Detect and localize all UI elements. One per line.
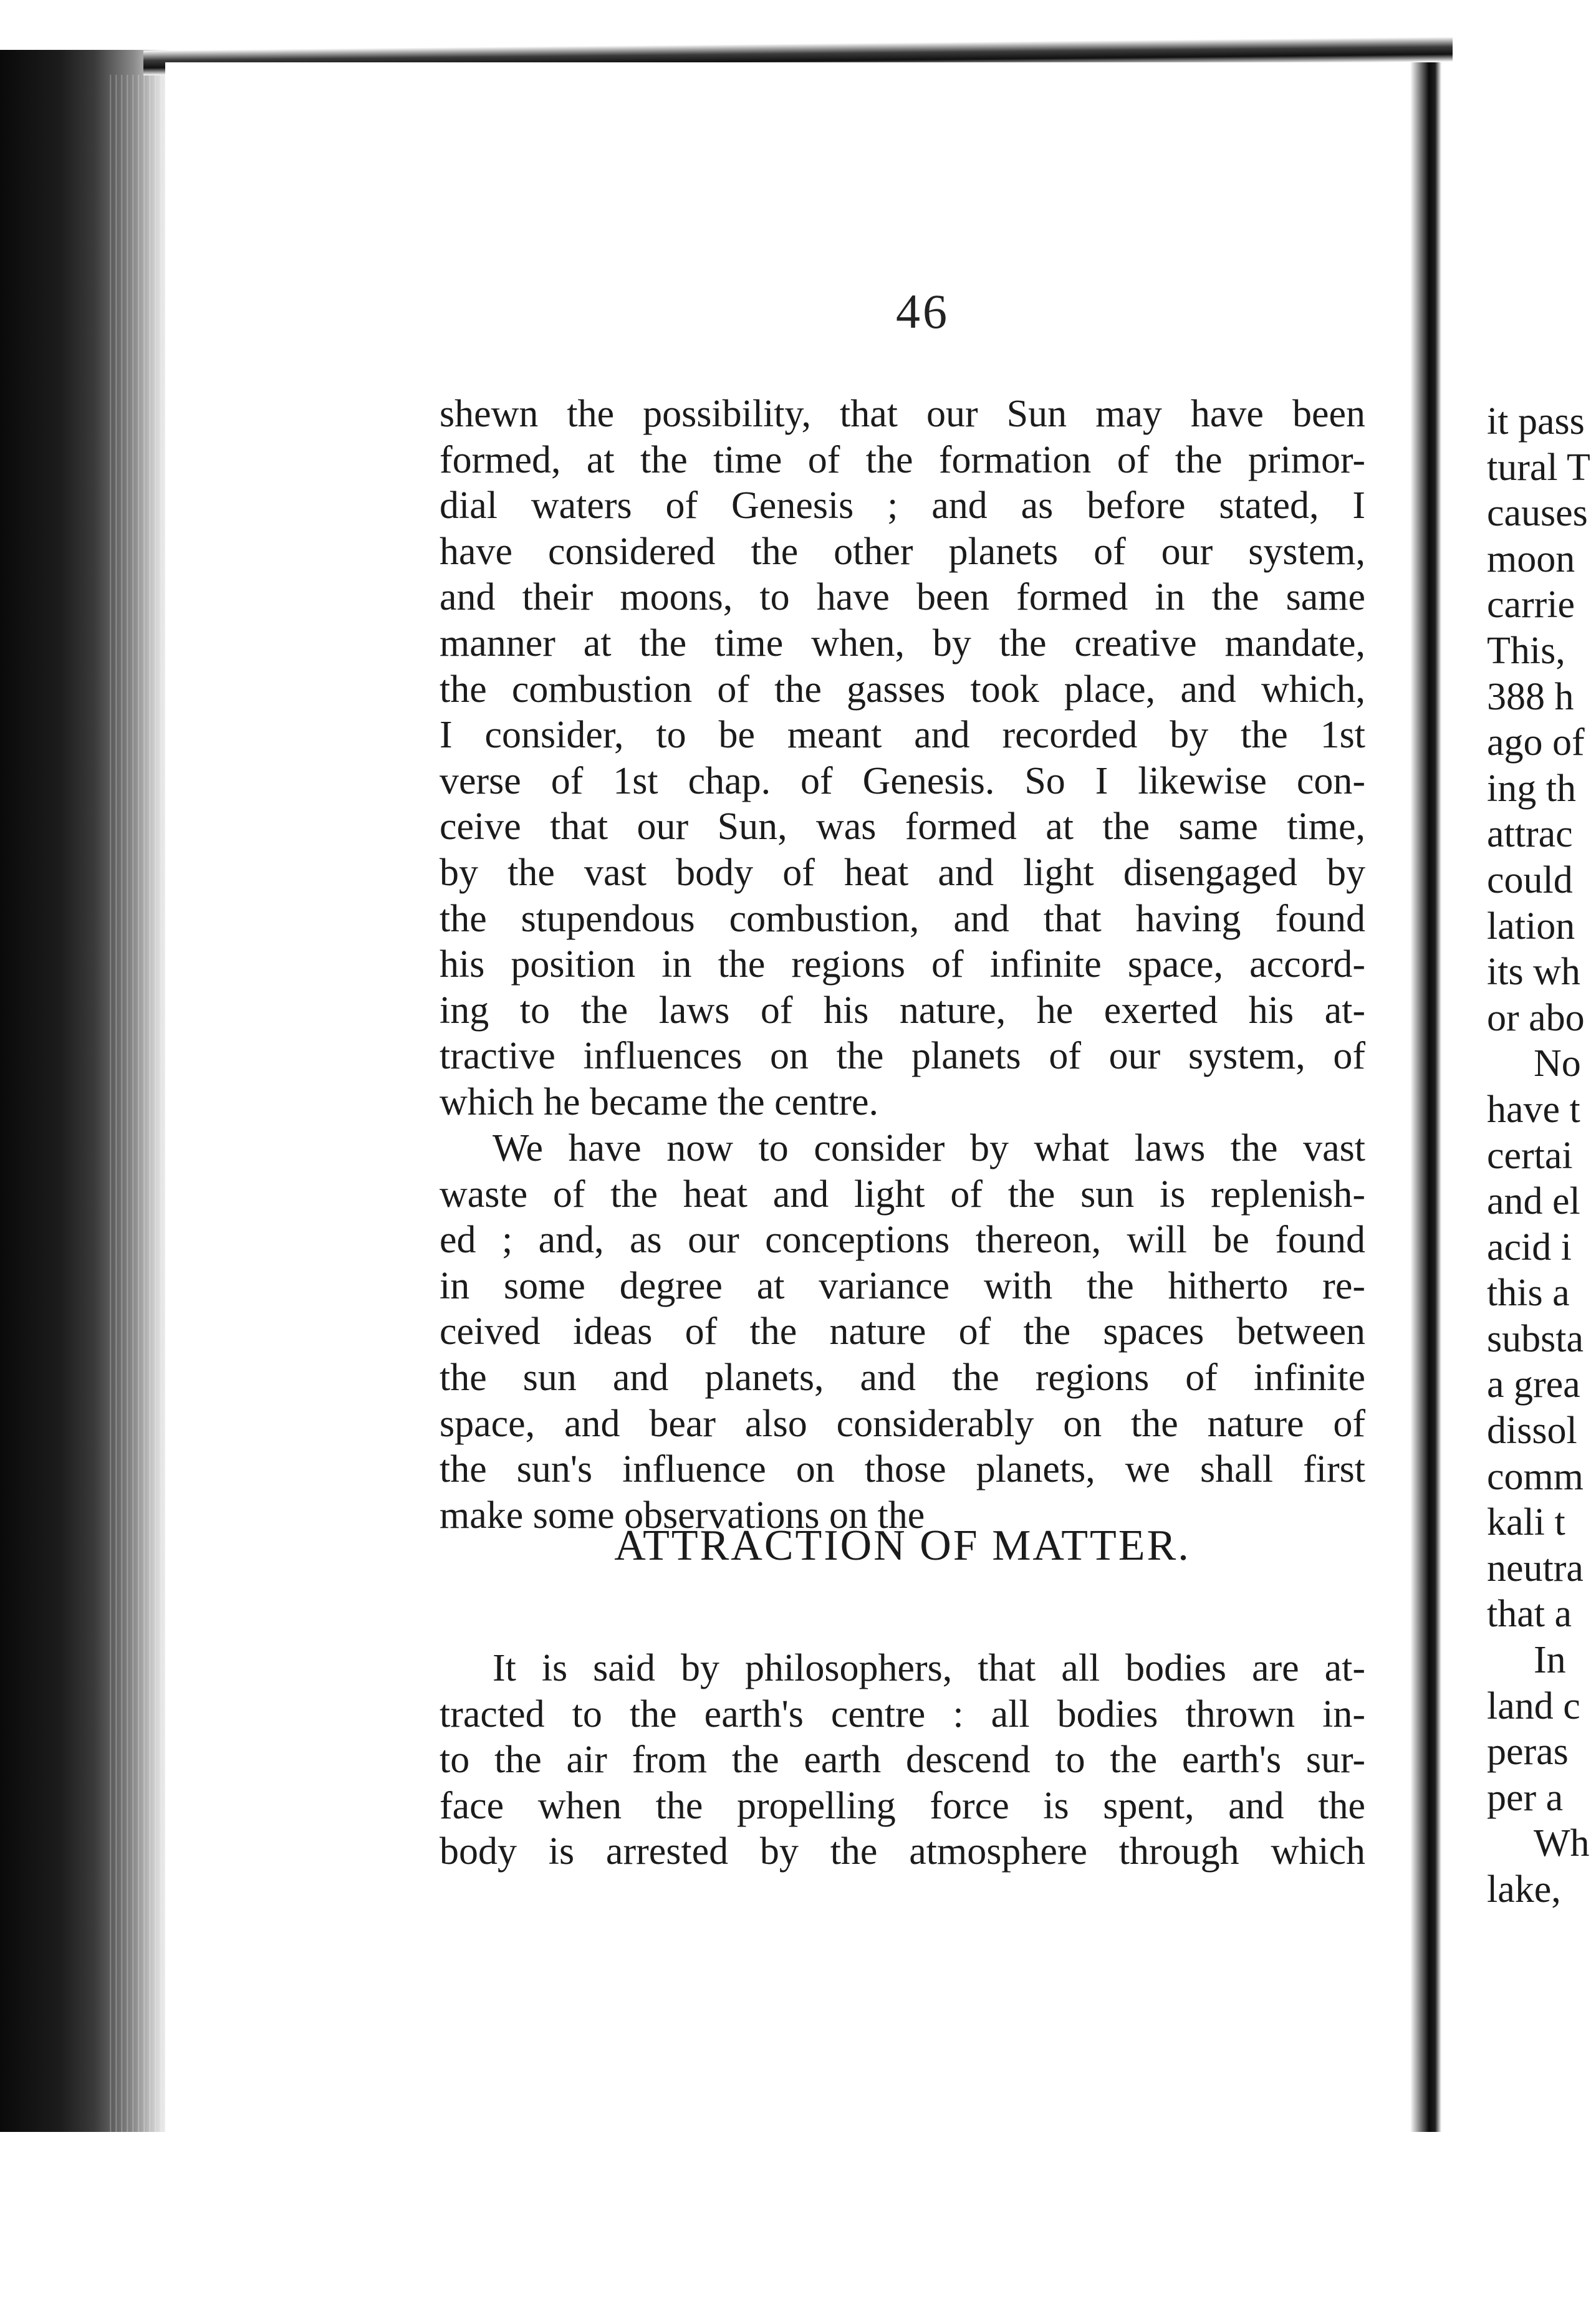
right-text-line: causes <box>1487 492 1588 535</box>
text-line: space, and bear also considerably on the nature of <box>440 1402 1365 1445</box>
text-line: ceived ideas of the nature of the spaces between <box>440 1310 1365 1353</box>
paragraph-3 <box>440 1646 1365 1875</box>
text-line: I consider, to be meant and recorded by the 1st <box>440 714 1365 757</box>
right-text-line: have t <box>1487 1088 1580 1131</box>
text-line: and their moons, to have been formed in the same <box>440 576 1365 619</box>
right-text-line: neutra <box>1487 1547 1584 1590</box>
right-text-line: ing th <box>1487 767 1576 810</box>
right-text-line: per a <box>1487 1776 1564 1819</box>
right-text-line: tural T <box>1487 446 1590 489</box>
text-line: the sun and planets, and the regions of infinite <box>440 1356 1365 1399</box>
text-line: ceive that our Sun, was formed at the same time, <box>440 805 1365 848</box>
text-line: to the air from the earth descend to the earth's sur- <box>440 1739 1365 1782</box>
text-line: in some degree at variance with the hitherto re- <box>440 1264 1365 1307</box>
right-text-line: No <box>1534 1042 1581 1085</box>
right-text-line: this a <box>1487 1272 1570 1315</box>
text-line: make some observations on the <box>440 1494 925 1537</box>
text-line: face when the propelling force is spent, and the <box>440 1784 1365 1827</box>
right-text-line: lation <box>1487 905 1575 948</box>
text-line: formed, at the time of the formation of the primor- <box>440 438 1365 481</box>
text-line: tracted to the earth's centre : all bodies thrown in- <box>440 1692 1365 1735</box>
paragraph-2 <box>440 1126 1365 1538</box>
text-line: ing to the laws of his nature, he exerted his at- <box>440 989 1365 1032</box>
right-text-line: peras <box>1487 1730 1569 1773</box>
right-text-line: 388 h <box>1487 675 1574 718</box>
right-page-text <box>1487 399 1596 1913</box>
text-line: verse of 1st chap. of Genesis. So I likewise con- <box>440 759 1365 802</box>
right-text-line: and el <box>1487 1180 1580 1223</box>
scan-background-bottom <box>0 2132 1596 2299</box>
right-text-line: land c <box>1487 1684 1580 1727</box>
right-text-line: a grea <box>1487 1363 1580 1406</box>
page-number: 46 <box>896 284 949 338</box>
page-edge-lines <box>106 75 162 2132</box>
text-line: waste of the heat and light of the sun is replenish- <box>440 1173 1365 1216</box>
paragraph-1 <box>440 391 1365 1126</box>
text-line: the sun's influence on those planets, we shall first <box>440 1448 1365 1491</box>
right-text-line: dissol <box>1487 1409 1577 1452</box>
text-line: the combustion of the gasses took place, and which, <box>440 668 1365 711</box>
right-text-line: In <box>1534 1639 1566 1682</box>
right-text-line: kali t <box>1487 1501 1565 1544</box>
right-text-line: that a <box>1487 1593 1572 1636</box>
right-text-line: substa <box>1487 1317 1584 1360</box>
right-text-line: This, <box>1487 629 1565 672</box>
text-line: manner at the time when, by the creative mandate, <box>440 622 1365 665</box>
text-line: the stupendous combustion, and that having found <box>440 897 1365 940</box>
text-line: We have now to consider by what laws the vast <box>493 1127 1365 1169</box>
right-text-line: carrie <box>1487 583 1575 626</box>
right-text-line: Wh <box>1534 1822 1590 1865</box>
section-heading: ATTRACTION OF MATTER. <box>614 1522 1191 1570</box>
right-text-line: ago of <box>1487 721 1585 764</box>
text-line: by the vast body of heat and light disengaged by <box>440 851 1365 894</box>
text-line: which he became the centre. <box>440 1080 879 1123</box>
right-text-line: comm <box>1487 1455 1584 1498</box>
right-text-line: acid i <box>1487 1226 1572 1269</box>
right-text-line: could <box>1487 858 1573 901</box>
right-text-line: its wh <box>1487 951 1580 994</box>
right-text-line: it pass <box>1487 400 1585 443</box>
right-text-line: lake, <box>1487 1868 1561 1911</box>
right-text-line: certai <box>1487 1134 1573 1177</box>
right-text-line: attrac <box>1487 813 1573 856</box>
text-line: ed ; and, as our conceptions thereon, will be found <box>440 1219 1365 1262</box>
text-line: shewn the possibility, that our Sun may have been <box>440 393 1365 435</box>
text-line: have considered the other planets of our system, <box>440 530 1365 573</box>
book-gutter <box>1410 62 1441 2138</box>
text-line: his position in the regions of infinite space, accord- <box>440 943 1365 986</box>
right-text-line: or abo <box>1487 996 1585 1039</box>
right-text-line: moon <box>1487 537 1575 580</box>
text-line: dial waters of Genesis ; and as before stated, I <box>440 484 1365 527</box>
text-line: It is said by philosophers, that all bodies are at- <box>493 1647 1365 1689</box>
text-line: tractive influences on the planets of our system, of <box>440 1035 1365 1078</box>
text-line: body is arrested by the atmosphere through which <box>440 1830 1365 1873</box>
